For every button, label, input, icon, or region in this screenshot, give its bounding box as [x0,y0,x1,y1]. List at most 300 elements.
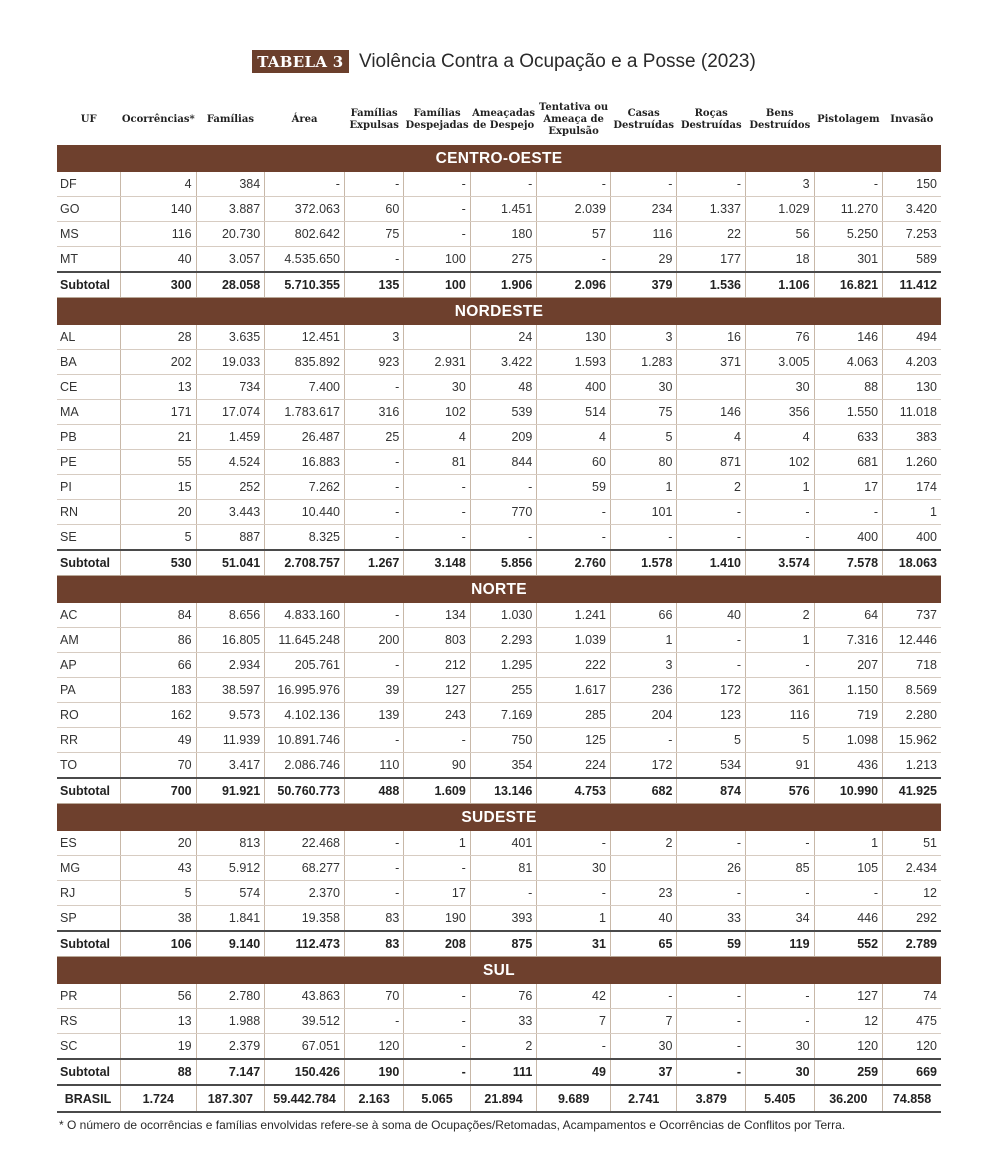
table-cell: 28 [120,325,196,350]
table-cell: 875 [470,931,537,957]
table-cell: 127 [814,984,883,1009]
table-cell: 1 [814,831,883,856]
table-cell: 5.065 [404,1085,471,1112]
table-cell: 9.573 [196,703,265,728]
table-row [57,728,941,753]
table-number-badge: TABELA 3 [252,50,348,73]
table-cell: 39.512 [265,1009,345,1034]
table-row [57,831,941,856]
table-cell: 33 [470,1009,537,1034]
table-cell: 43 [120,856,196,881]
table-cell: 923 [344,350,403,375]
column-header: Pistolagem [817,114,880,125]
table-row [57,172,941,197]
table-cell: 86 [120,628,196,653]
table-cell: 90 [404,753,471,779]
table-cell: 202 [120,350,196,375]
table-cell: 174 [883,475,941,500]
table-row [57,1034,941,1060]
table-cell: 1 [404,831,471,856]
table-cell: 16.821 [814,272,883,298]
table-cell: 243 [404,703,471,728]
table-cell: - [404,728,471,753]
table-cell: - [677,984,746,1009]
table-cell: 1.213 [883,753,941,779]
table-cell: 172 [610,753,677,779]
row-label: PI [57,475,120,500]
region-name: CENTRO-OESTE [57,145,941,172]
table-cell: 64 [814,603,883,628]
row-label: Subtotal [57,931,120,957]
row-label: DF [57,172,120,197]
table-cell: 2.780 [196,984,265,1009]
table-cell: 436 [814,753,883,779]
table-cell: 41.925 [883,778,941,804]
table-cell: 15 [120,475,196,500]
table-cell: 48 [470,375,537,400]
row-label: MA [57,400,120,425]
table-row [57,400,941,425]
table-cell: 633 [814,425,883,450]
table-cell: 13.146 [470,778,537,804]
table-cell: 1.260 [883,450,941,475]
table-cell: - [404,172,471,197]
table-cell: 222 [537,653,611,678]
table-cell: 23 [610,881,677,906]
table-cell: - [677,1009,746,1034]
table-row [57,247,941,273]
table-cell: 177 [677,247,746,273]
table-cell: 4 [677,425,746,450]
table-cell: 530 [120,550,196,576]
table-cell: 22 [677,222,746,247]
table-cell: 16.883 [265,450,345,475]
table-cell: 236 [610,678,677,703]
row-label: RN [57,500,120,525]
table-cell: 316 [344,400,403,425]
table-row [57,628,941,653]
table-cell: 3.422 [470,350,537,375]
table-cell: 2.708.757 [265,550,345,576]
table-cell: 18.063 [883,550,941,576]
table-cell: - [344,475,403,500]
table-cell: 15.962 [883,728,941,753]
region-name: SUDESTE [57,804,941,832]
table-cell: 383 [883,425,941,450]
table-cell: 5.912 [196,856,265,881]
table-cell: 18 [746,247,815,273]
table-cell: 28.058 [196,272,265,298]
violence-table [57,95,941,1113]
table-cell: 16 [677,325,746,350]
table-title [0,50,1008,73]
table-cell: 7.262 [265,475,345,500]
table-cell: 33 [677,906,746,932]
table-cell: 1.617 [537,678,611,703]
table-cell: 9.140 [196,931,265,957]
table-cell: 379 [610,272,677,298]
region-header-row [57,145,941,172]
table-cell: - [344,881,403,906]
table-cell: 16.995.976 [265,678,345,703]
header-row [57,95,941,145]
table-cell: 356 [746,400,815,425]
table-cell: 7 [537,1009,611,1034]
row-label: BRASIL [57,1085,120,1112]
column-header: Área [291,114,318,125]
table-cell: 4.524 [196,450,265,475]
table-cell: 12 [814,1009,883,1034]
table-cell: 11.018 [883,400,941,425]
region-name: NORDESTE [57,298,941,326]
table-cell: - [746,525,815,551]
table-cell: 1.150 [814,678,883,703]
table-cell: 30 [746,375,815,400]
table-cell: 171 [120,400,196,425]
table-cell: 11.270 [814,197,883,222]
table-cell: - [404,856,471,881]
table-cell: - [344,172,403,197]
table-row [57,703,941,728]
table-cell: - [404,525,471,551]
table-cell: 80 [610,450,677,475]
table-cell: 74.858 [883,1085,941,1112]
table-cell: 172 [677,678,746,703]
table-row [57,450,941,475]
table-cell: 8.656 [196,603,265,628]
column-header: UF [80,114,97,125]
column-header: Bens Destruídos [749,108,811,131]
table-cell: 190 [344,1059,403,1085]
row-label: AM [57,628,120,653]
row-label: ES [57,831,120,856]
table-cell: 207 [814,653,883,678]
table-cell: - [746,500,815,525]
table-cell: - [537,500,611,525]
table-cell: 17.074 [196,400,265,425]
table-cell: 534 [677,753,746,779]
table-cell: 100 [404,272,471,298]
row-label: Subtotal [57,778,120,804]
table-cell: 8.569 [883,678,941,703]
table-cell: 26 [677,856,746,881]
table-cell: 11.939 [196,728,265,753]
table-cell: 38 [120,906,196,932]
table-cell: 803 [404,628,471,653]
table-cell: 887 [196,525,265,551]
table-cell: 101 [610,500,677,525]
table-cell: 7.316 [814,628,883,653]
table-cell: - [344,653,403,678]
total-row [57,1085,941,1112]
table-cell: 212 [404,653,471,678]
table-cell: 13 [120,375,196,400]
table-cell: 10.891.746 [265,728,345,753]
table-cell: 1.337 [677,197,746,222]
table-cell: - [537,881,611,906]
row-label: RS [57,1009,120,1034]
table-cell: 300 [120,272,196,298]
table-cell: 750 [470,728,537,753]
row-label: SP [57,906,120,932]
row-label: GO [57,197,120,222]
table-cell: 4.535.650 [265,247,345,273]
table-cell: 1.029 [746,197,815,222]
table-cell: 70 [120,753,196,779]
table-cell: 1 [883,500,941,525]
table-cell: - [470,172,537,197]
table-cell: 813 [196,831,265,856]
table-cell: 393 [470,906,537,932]
table-cell: 700 [120,778,196,804]
table-cell: 400 [537,375,611,400]
table-cell: 88 [814,375,883,400]
row-label: AL [57,325,120,350]
table-cell: 5 [120,881,196,906]
table-cell: - [746,653,815,678]
table-cell: 2 [470,1034,537,1060]
table-cell: 3.148 [404,550,471,576]
table-cell: 2.370 [265,881,345,906]
column-header: Ocorrências* [121,114,195,125]
table-cell: 1.283 [610,350,677,375]
table-cell: - [344,375,403,400]
table-cell: - [537,831,611,856]
table-cell: 3.420 [883,197,941,222]
table-row [57,984,941,1009]
row-label: PB [57,425,120,450]
table-cell: 871 [677,450,746,475]
table-cell: - [344,500,403,525]
table-cell: 11.645.248 [265,628,345,653]
table-cell: 42 [537,984,611,1009]
table-cell: 354 [470,753,537,779]
table-cell: 19 [120,1034,196,1060]
column-header: Famílias Despejadas [405,108,469,131]
table-cell: 120 [344,1034,403,1060]
table-cell: 120 [814,1034,883,1060]
table-cell: 37 [610,1059,677,1085]
table-cell: - [814,881,883,906]
table-cell: 16.805 [196,628,265,653]
table-cell: - [677,525,746,551]
table-cell: 3.443 [196,500,265,525]
table-cell: 17 [404,881,471,906]
table-cell: 576 [746,778,815,804]
table-cell: 150.426 [265,1059,345,1085]
table-cell: - [344,525,403,551]
table-cell: 1.536 [677,272,746,298]
table-cell [610,856,677,881]
table-row [57,475,941,500]
table-cell: 301 [814,247,883,273]
table-cell: 130 [537,325,611,350]
row-label: PE [57,450,120,475]
table-cell: 102 [746,450,815,475]
subtotal-row [57,778,941,804]
table-cell: 1 [746,628,815,653]
table-row [57,525,941,551]
table-cell: 190 [404,906,471,932]
table-cell: 2.760 [537,550,611,576]
table-cell: 5.710.355 [265,272,345,298]
region-header-row [57,804,941,832]
table-cell: 57 [537,222,611,247]
row-label: BA [57,350,120,375]
table-cell [404,325,471,350]
table-cell: 719 [814,703,883,728]
table-cell: 91 [746,753,815,779]
table-cell: 4 [537,425,611,450]
table-cell: 1 [610,475,677,500]
table-cell [677,375,746,400]
row-label: MT [57,247,120,273]
table-cell: 2.039 [537,197,611,222]
table-cell: 874 [677,778,746,804]
row-label: MG [57,856,120,881]
table-cell: 119 [746,931,815,957]
region-header-row [57,576,941,604]
region-header-row [57,957,941,985]
table-cell: - [404,984,471,1009]
row-label: TO [57,753,120,779]
table-cell: 1 [746,475,815,500]
table-cell: 30 [746,1059,815,1085]
table-cell: 252 [196,475,265,500]
table-cell: 60 [344,197,403,222]
table-cell: 56 [120,984,196,1009]
table-cell: 4 [746,425,815,450]
table-cell: 43.863 [265,984,345,1009]
table-cell: 2.163 [344,1085,403,1112]
table-cell: - [404,475,471,500]
table-cell: 26.487 [265,425,345,450]
column-header: Casas Destruídas [613,108,675,131]
table-cell: 552 [814,931,883,957]
table-body [57,145,941,1112]
table-cell: 209 [470,425,537,450]
subtotal-row [57,272,941,298]
table-cell: - [404,222,471,247]
table-cell: 475 [883,1009,941,1034]
table-cell: 30 [537,856,611,881]
table-cell: 75 [344,222,403,247]
table-cell: 1.410 [677,550,746,576]
table-cell: - [746,1009,815,1034]
table-cell: 12.451 [265,325,345,350]
table-cell: 2.934 [196,653,265,678]
table-cell: 208 [404,931,471,957]
table-cell: 106 [120,931,196,957]
table-cell: 835.892 [265,350,345,375]
subtotal-row [57,931,941,957]
row-label: RJ [57,881,120,906]
table-cell: 2.086.746 [265,753,345,779]
table-cell: - [677,1034,746,1060]
table-cell: 39 [344,678,403,703]
table-cell: 1.550 [814,400,883,425]
table-cell: 734 [196,375,265,400]
table-cell: - [610,525,677,551]
table-cell: - [537,1034,611,1060]
table-row [57,678,941,703]
row-label: MS [57,222,120,247]
subtotal-row [57,1059,941,1085]
table-cell: 205.761 [265,653,345,678]
table-cell: 75 [610,400,677,425]
table-cell: 3.005 [746,350,815,375]
table-cell: 1.295 [470,653,537,678]
table-cell: 3.887 [196,197,265,222]
table-cell: 2.280 [883,703,941,728]
table-cell: 56 [746,222,815,247]
table-cell: 127 [404,678,471,703]
table-cell: 1.459 [196,425,265,450]
table-cell: 5.856 [470,550,537,576]
table-cell: 224 [537,753,611,779]
table-cell: 1.267 [344,550,403,576]
table-cell: 60 [537,450,611,475]
table-cell: 49 [537,1059,611,1085]
table-cell: 2.379 [196,1034,265,1060]
table-cell: 1.988 [196,1009,265,1034]
table-cell: 770 [470,500,537,525]
table-cell: 7.400 [265,375,345,400]
table-cell: 85 [746,856,815,881]
row-label: CE [57,375,120,400]
table-cell: - [610,172,677,197]
table-cell: 737 [883,603,941,628]
table-cell: 139 [344,703,403,728]
table-cell: 4 [120,172,196,197]
table-cell: 22.468 [265,831,345,856]
table-cell: 200 [344,628,403,653]
table-cell: 4.102.136 [265,703,345,728]
table-cell: 3.879 [677,1085,746,1112]
column-header: Famílias [206,114,254,125]
row-label: Subtotal [57,550,120,576]
table-cell: 21.894 [470,1085,537,1112]
table-cell: 183 [120,678,196,703]
table-cell: 589 [883,247,941,273]
table-cell: 1.841 [196,906,265,932]
table-cell: 49 [120,728,196,753]
table-cell: - [677,172,746,197]
column-header: Invasão [890,114,934,125]
table-cell: 514 [537,400,611,425]
table-cell: 1 [610,628,677,653]
table-cell: 681 [814,450,883,475]
table-cell: 4.833.160 [265,603,345,628]
table-cell: 5 [610,425,677,450]
table-cell: 40 [677,603,746,628]
table-cell: 9.689 [537,1085,611,1112]
table-cell: 135 [344,272,403,298]
table-cell: 494 [883,325,941,350]
table-cell: - [677,500,746,525]
table-cell: - [470,881,537,906]
table-cell: 401 [470,831,537,856]
table-cell: 1 [537,906,611,932]
table-cell: - [344,247,403,273]
row-label: PR [57,984,120,1009]
table-cell: - [677,881,746,906]
table-row [57,1009,941,1034]
table-cell: - [344,856,403,881]
table-cell: 5.250 [814,222,883,247]
column-header: Ameaçadas de Despejo [472,108,535,131]
table-cell: 400 [814,525,883,551]
